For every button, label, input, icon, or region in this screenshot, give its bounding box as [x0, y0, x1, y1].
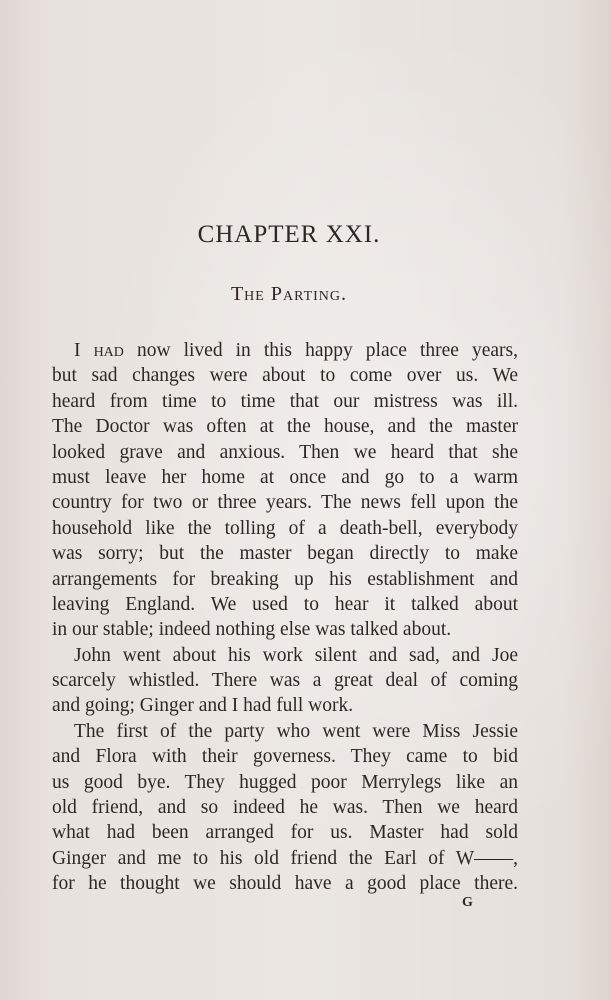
body-text [52, 338, 518, 897]
text-line: for he thought we should have a good place there. [52, 873, 518, 895]
text-line [52, 338, 518, 363]
text-line: country for two or three years. The news fell upon the [52, 492, 518, 514]
text-line: John went about his work silent and sad, and Joe [74, 644, 518, 666]
small-caps-word: had [93, 340, 124, 361]
text-line: household like the tolling of a death-bell, everybody [52, 517, 518, 539]
text-line: arrangements for breaking up his establishment and [52, 568, 518, 590]
text-line: scarcely whistled. There was a great deal of coming [52, 670, 518, 692]
signature-mark: G [462, 895, 473, 910]
text-line: and going; Ginger and I had full work. [52, 695, 354, 717]
text-line: heard from time to time that our mistress was ill. [52, 390, 518, 412]
section-title: The Parting. [230, 283, 348, 305]
text-line: was sorry; but the master began directly to make [52, 543, 518, 565]
text-line: must leave her home at once and go to a warm [52, 466, 518, 488]
chapter-title: CHAPTER XXI. [197, 221, 381, 248]
text-line: what had been arranged for us. Master had sold [52, 822, 518, 844]
text-line: Ginger and me to his old friend the Earl of W——, [52, 847, 518, 869]
text-line: The first of the party who went were Miss Jessie [74, 720, 518, 742]
text-line: The Doctor was often at the house, and the master [52, 416, 518, 438]
text-line: but sad changes were about to come over us. We [52, 365, 518, 387]
text-line: leaving England. We used to hear it talked about [52, 593, 518, 615]
line-text: now lived in this happy place three years, [123, 340, 519, 361]
text-line: us good bye. They hugged poor Merrylegs like an [52, 771, 518, 793]
text-line: looked grave and anxious. Then we heard that she [52, 441, 518, 463]
text-line: old friend, and so indeed he was. Then we heard [52, 797, 518, 819]
text-line: and Flora with their governess. They came to bid [52, 746, 518, 768]
drop-letter: I [74, 340, 81, 361]
text-line: in our stable; indeed nothing else was talked about. [52, 619, 452, 641]
